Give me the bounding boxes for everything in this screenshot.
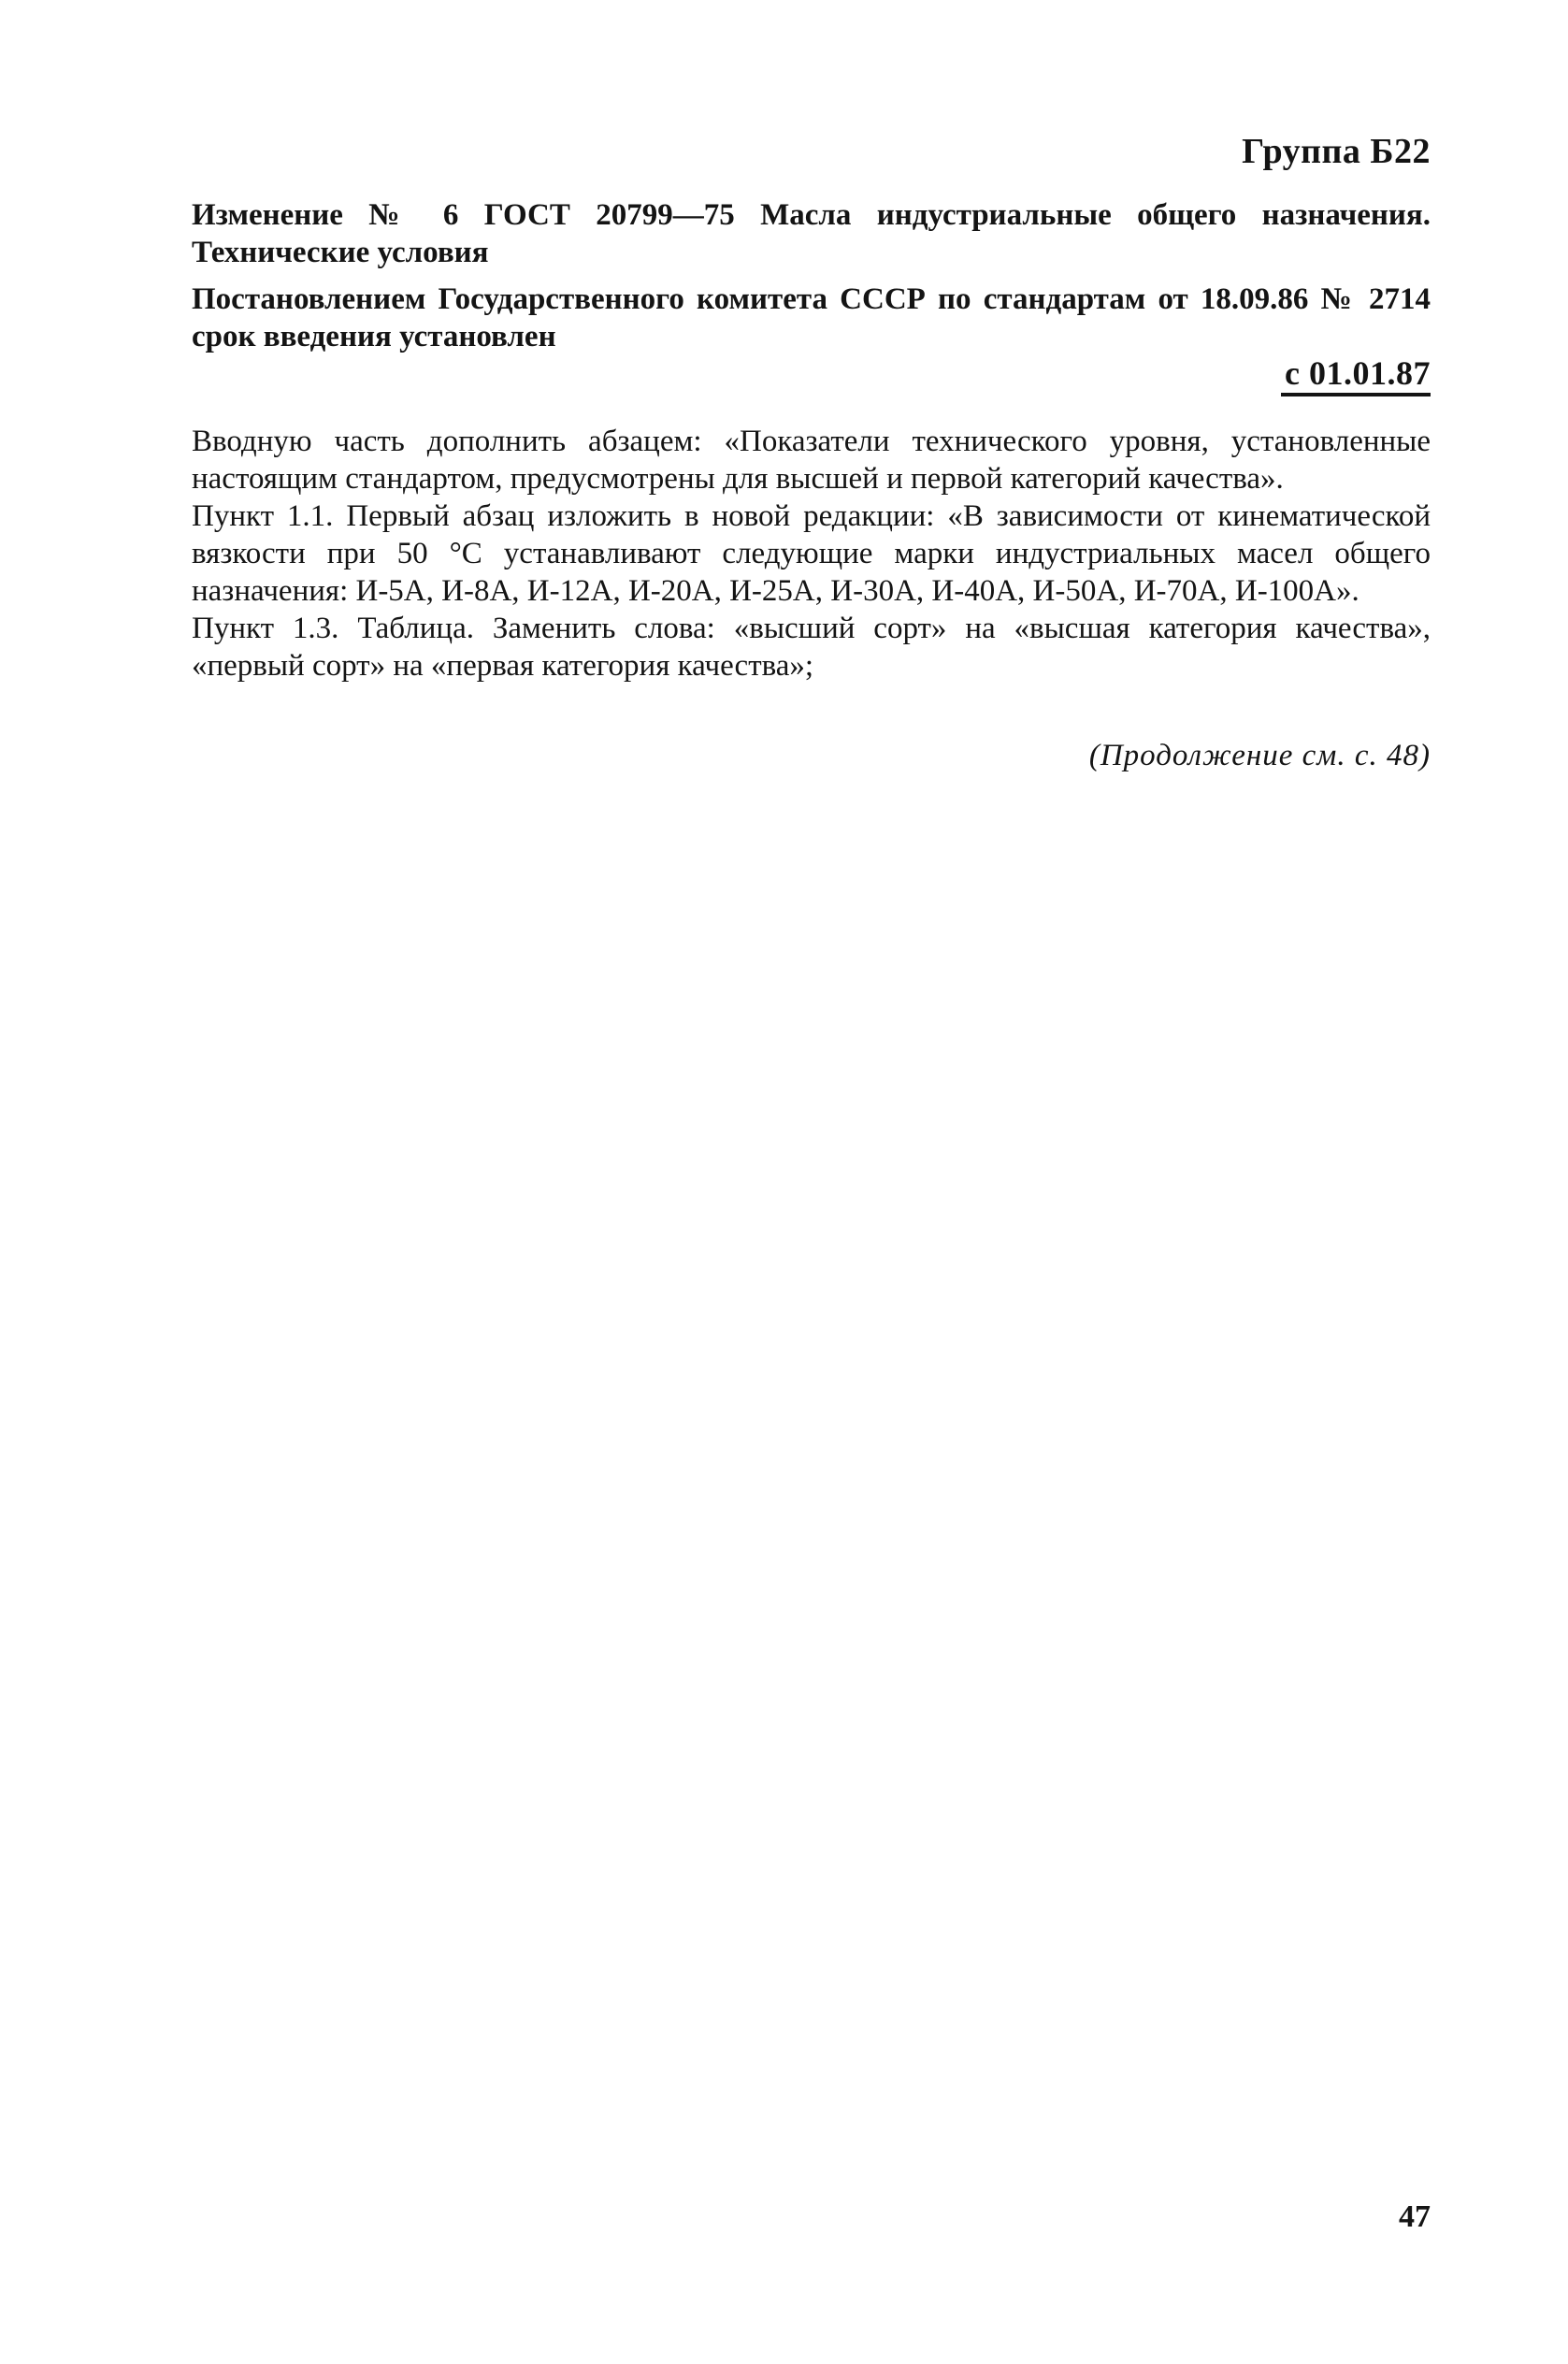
- group-label: Группа Б22: [1242, 132, 1431, 171]
- paragraph-3-text: Пункт 1.3. Таблица. Заменить слова: «высший сорт» на «высшая категория качества», «первый сорт» на «первая категория качества»;: [192, 612, 1431, 683]
- paragraph-item-1-3: [192, 610, 1431, 685]
- resolution-text: Постановлением Государственного комитета СССР по стандартам от 18.09.86 № 2714 срок введения установлен: [192, 282, 1431, 353]
- paragraph-2-text: Пункт 1.1. Первый абзац изложить в новой редакции: «В зависимости от кинематической вязкости при 50 °С устанавливают следующие марки индустриальных масел общего назначения: И-5А, И-8А, И-12А, И-20А, И-25А, И-30А, И-40А, И-50А, И-70А, И-100А».: [192, 499, 1431, 608]
- body-text: [192, 423, 1431, 685]
- paragraph-1-text: Вводную часть дополнить абзацем: «Показатели технического уровня, установленные настоящим стандартом, предусмотрены для высшей и первой категорий качества».: [192, 425, 1431, 496]
- effective-date-underline: [1281, 393, 1431, 396]
- document-title: Изменение № 6 ГОСТ 20799—75 Масла индустриальные общего назначения. Технические условия: [192, 198, 1431, 269]
- paragraph-item-1-1: [192, 497, 1431, 610]
- page-number: 47: [1399, 2199, 1431, 2234]
- paragraph-intro: [192, 423, 1431, 497]
- continuation-note: (Продолжение см. с. 48): [1088, 739, 1431, 772]
- effective-date: с 01.01.87: [1285, 354, 1431, 392]
